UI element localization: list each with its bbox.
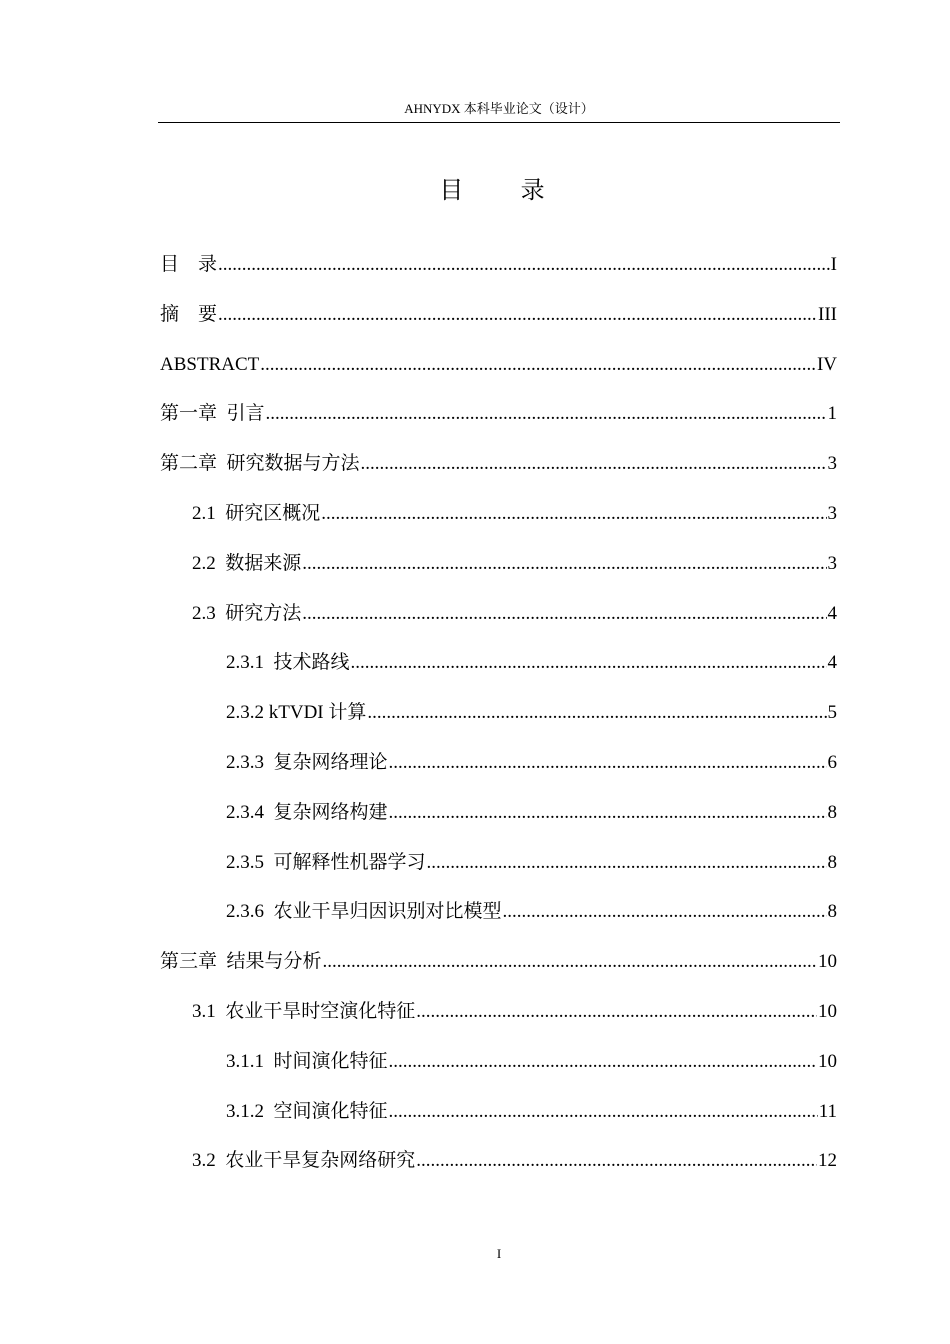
toc-entry-page: III <box>818 303 837 325</box>
toc-entry-text: 2.3.1 技术路线 <box>226 652 350 674</box>
toc-dot-leader <box>218 240 830 290</box>
toc-dot-leader <box>260 340 816 390</box>
toc-entry[interactable] <box>160 1037 837 1087</box>
toc-entry-page: 10 <box>818 1000 837 1022</box>
toc-dot-leader <box>302 589 826 639</box>
toc-entry-text: 3.1 农业干旱时空演化特征 <box>192 1000 416 1022</box>
toc-dot-leader <box>389 788 827 838</box>
toc-entry-text: 目 录 <box>160 254 218 275</box>
toc-entry-page: I <box>830 254 837 275</box>
toc-entry[interactable] <box>160 688 837 738</box>
toc-entry-text: 摘 要 <box>160 303 218 325</box>
toc-entry-page: 3 <box>827 552 837 574</box>
toc-dot-leader <box>503 887 827 937</box>
toc-entry-page: 5 <box>827 702 837 724</box>
toc-dot-leader <box>416 987 817 1037</box>
toc-entry[interactable] <box>160 887 837 937</box>
toc-entry[interactable] <box>160 788 837 838</box>
toc-entry[interactable] <box>160 439 837 489</box>
toc-entry-text: 2.3.2 kTVDI 计算 <box>226 702 367 724</box>
toc-entry-text: 2.3.3 复杂网络理论 <box>226 751 388 773</box>
toc-entry-page: IV <box>816 353 837 375</box>
toc-entry-text: 2.3.4 复杂网络构建 <box>226 801 388 823</box>
toc-entry-page: 8 <box>827 901 837 923</box>
toc-dot-leader <box>351 638 827 688</box>
toc-entry-page: 8 <box>827 801 837 823</box>
toc-entry-text: 2.1 研究区概况 <box>192 502 321 524</box>
toc-entry-text: 2.3.6 农业干旱归因识别对比模型 <box>226 901 502 923</box>
toc-entry-page: 3 <box>827 502 837 524</box>
toc-dot-leader <box>361 439 827 489</box>
toc-entry[interactable] <box>160 987 837 1037</box>
toc-entry-text: 3.2 农业干旱复杂网络研究 <box>192 1150 416 1172</box>
toc-dot-leader <box>427 838 827 888</box>
toc-entry-page: 6 <box>827 751 837 773</box>
toc-entry[interactable] <box>160 489 837 539</box>
toc-entry-page: 10 <box>818 951 837 973</box>
toc-entry-page: 4 <box>827 652 837 674</box>
toc-entry[interactable] <box>160 290 837 340</box>
toc-entry[interactable] <box>160 738 837 788</box>
toc-title: 目 录 <box>439 176 559 204</box>
toc-entry-text: 第三章 结果与分析 <box>160 951 322 973</box>
header-text: AHNYDX 本科毕业论文（设计） <box>404 101 594 116</box>
toc-dot-leader <box>389 1037 817 1087</box>
toc-entry-text: 3.1.1 时间演化特征 <box>226 1050 388 1072</box>
toc-dot-leader <box>321 489 826 539</box>
toc-entry-page: 3 <box>827 453 837 475</box>
toc-entry-page: 11 <box>818 1100 837 1122</box>
toc-dot-leader <box>416 1136 817 1186</box>
table-of-contents <box>160 240 837 1186</box>
toc-entry-page: 12 <box>818 1150 837 1172</box>
toc-dot-leader <box>367 688 826 738</box>
toc-entry-text: 2.2 数据来源 <box>192 552 302 574</box>
toc-entry[interactable] <box>160 937 837 987</box>
toc-entry-page: 10 <box>818 1050 837 1072</box>
toc-entry[interactable] <box>160 389 837 439</box>
toc-entry[interactable] <box>160 838 837 888</box>
toc-entry[interactable] <box>160 638 837 688</box>
toc-entry-text: 3.1.2 空间演化特征 <box>226 1100 388 1122</box>
toc-dot-leader <box>389 1087 818 1137</box>
toc-entry[interactable] <box>160 1136 837 1186</box>
toc-entry-text: 2.3 研究方法 <box>192 602 302 624</box>
page-number: I <box>496 1246 502 1261</box>
toc-entry-page: 1 <box>827 403 837 425</box>
page-header <box>158 96 840 123</box>
toc-entry[interactable] <box>160 340 837 390</box>
toc-dot-leader <box>323 937 817 987</box>
toc-dot-leader <box>218 290 817 340</box>
toc-entry-text: 2.3.5 可解释性机器学习 <box>226 851 426 873</box>
toc-entry[interactable] <box>160 240 837 290</box>
toc-entry-text: 第一章 引言 <box>160 403 265 425</box>
toc-dot-leader <box>266 389 827 439</box>
toc-dot-leader <box>389 738 827 788</box>
toc-entry-page: 8 <box>827 851 837 873</box>
toc-entry[interactable] <box>160 589 837 639</box>
toc-entry[interactable] <box>160 539 837 589</box>
toc-entry[interactable] <box>160 1087 837 1137</box>
toc-entry-page: 4 <box>827 602 837 624</box>
toc-entry-text: 第二章 研究数据与方法 <box>160 453 360 475</box>
toc-dot-leader <box>302 539 826 589</box>
toc-entry-text: ABSTRACT <box>160 353 260 375</box>
